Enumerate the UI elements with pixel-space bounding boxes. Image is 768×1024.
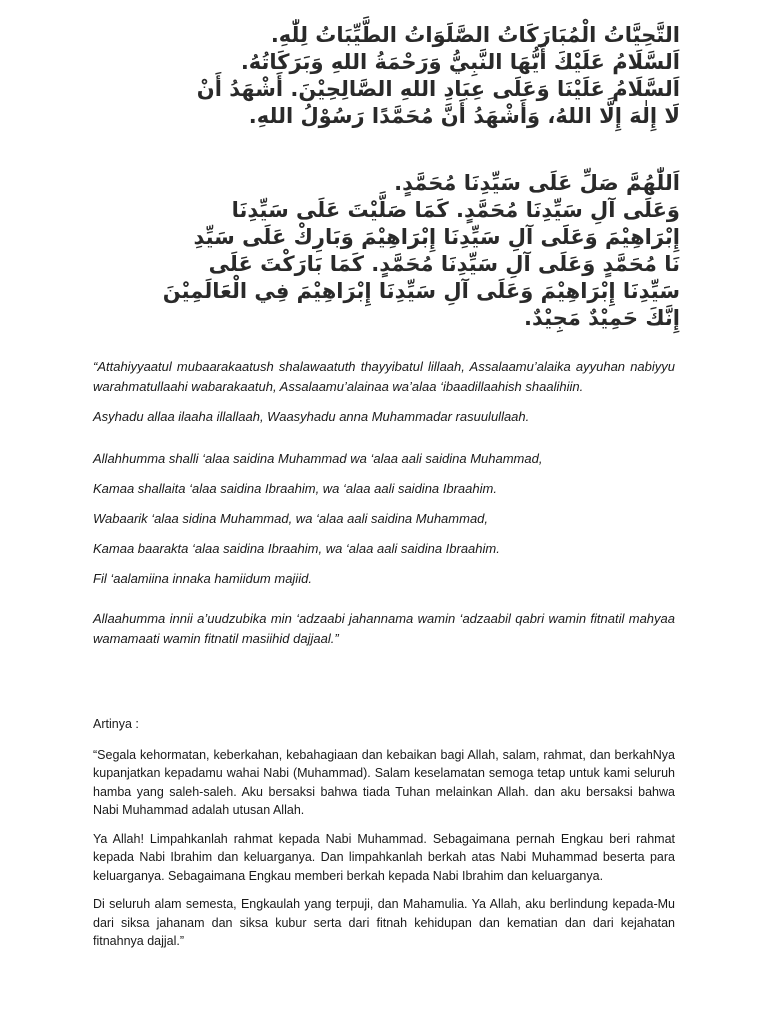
arabic-line: لَا إِلٰهَ إِلَّا اللهُ، وَأَشْهَدُ أَنَّ مُحَمَّدًا رَسُوْلُ اللهِ. bbox=[248, 104, 680, 128]
arabic-line: وَعَلَى آلِ سَيِّدِنَا مُحَمَّدٍ. كَمَا صَلَّيْتَ عَلَى سَيِّدِنَا bbox=[231, 198, 680, 222]
meaning-paragraph: Ya Allah! Limpahkanlah rahmat kepada Nabi Muhammad. Sebagaimana pernah Engkau beri rahmat kepada Nabi Ibrahim dan keluarganya. Dan limpahkanlah berkah atas Nabi Muhammad beserta para keluarganya. Sebagaimana Engkau memberi berkah kepada Nabi Ibrahim dan keluarganya. bbox=[93, 831, 675, 883]
arabic-line: إِنَّكَ حَمِيْدٌ مَجِيْدٌ. bbox=[524, 306, 680, 330]
transliteration-section bbox=[93, 357, 675, 649]
transliteration-paragraph: Wabaarik ‘alaa sidina Muhammad, wa ‘alaa aali saidina Muhammad, bbox=[93, 511, 489, 526]
transliteration-paragraph: Kamaa shallaita ‘alaa saidina Ibraahim, wa ‘alaa aali saidina Ibraahim. bbox=[93, 481, 497, 496]
arabic-line: التَّحِيَّاتُ الْمُبَارَكَاتُ الصَّلَوَاتُ الطَّيِّبَاتُ لِلّٰهِ. bbox=[270, 23, 680, 47]
arabic-line: اَللّٰهُمَّ صَلِّ عَلَى سَيِّدِنَا مُحَمَّدٍ. bbox=[394, 171, 680, 195]
transliteration-paragraph: Allaahumma innii a’uudzubika min ‘adzaabi jahannama wamin ‘adzaabil qabri wamin fitnatil mahyaa wamamaati wamin fitnatil masiihid dajjaal.” bbox=[93, 611, 675, 646]
transliteration-paragraph: Fil ‘aalamiina innaka hamiidum majiid. bbox=[93, 571, 312, 586]
meaning-paragraph: Di seluruh alam semesta, Engkaulah yang terpuji, dan Mahamulia. Ya Allah, aku berlindung kepada-Mu dari siksa jahanam dan siksa kubur serta dari fitnah kehidupan dan kematian dan dari kejahatan fitnahnya dajjal.” bbox=[93, 897, 675, 948]
transliteration-paragraph: “Attahiyyaatul mubaarakaatush shalawaatuth thayyibatul lillaah, Assalaamu’alaika ayyuhan nabiyyu warahmatullaahi wabarakaatuh, Assalaamu’alainaa wa’alaa ‘ibaadillaahish shaalihiin. bbox=[93, 359, 675, 394]
arabic-line: إِبْرَاهِيْمَ وَعَلَى آلِ سَيِّدِنَا إِبْرَاهِيْمَ وَبَارِكْ عَلَى سَيِّدِ bbox=[193, 225, 680, 249]
arabic-line: اَلسَّلَامُ عَلَيْكَ أَيُّهَا النَّبِيُّ وَرَحْمَةُ اللهِ وَبَرَكَاتُهُ. bbox=[240, 50, 680, 74]
transliteration-paragraph: Asyhadu allaa ilaaha illallaah, Waasyhadu anna Muhammadar rasuulullaah. bbox=[93, 409, 530, 424]
arabic-line: اَلسَّلَامُ عَلَيْنَا وَعَلَى عِبَادِ اللهِ الصَّالِحِيْنَ. أَشْهَدُ أَنْ bbox=[196, 77, 680, 101]
arabic-shalawat-text bbox=[162, 170, 680, 332]
arabic-line: سَيِّدِنَا إِبْرَاهِيْمَ وَعَلَى آلِ سَيِّدِنَا إِبْرَاهِيْمَ فِي الْعَالَمِيْنَ bbox=[162, 279, 680, 303]
meaning-paragraph: “Segala kehormatan, keberkahan, kebahagiaan dan kebaikan bagi Allah, salam, rahmat, dan berkahNya kupanjatkan kepadamu wahai Nabi (Muhammad). Salam keselamatan semoga tetap untuk kami seluruh hamba yang saleh-saleh. Aku bersaksi bahwa tiada Tuhan melainkan Allah. dan aku bersaksi bahwa Nabi Muhammad adalah utusan Allah. bbox=[93, 747, 675, 817]
arabic-tasyahud-text bbox=[196, 22, 680, 130]
transliteration-paragraph: Kamaa baarakta ‘alaa saidina Ibraahim, wa ‘alaa aali saidina Ibraahim. bbox=[93, 541, 500, 556]
meaning-section bbox=[93, 715, 675, 951]
meaning-heading: Artinya : bbox=[93, 717, 139, 731]
arabic-line: نَا مُحَمَّدٍ وَعَلَى آلِ سَيِّدِنَا مُحَمَّدٍ. كَمَا بَارَكْتَ عَلَى bbox=[208, 252, 680, 276]
transliteration-paragraph: Allahhumma shalli ‘alaa saidina Muhammad wa ‘alaa aali saidina Muhammad, bbox=[93, 451, 543, 466]
